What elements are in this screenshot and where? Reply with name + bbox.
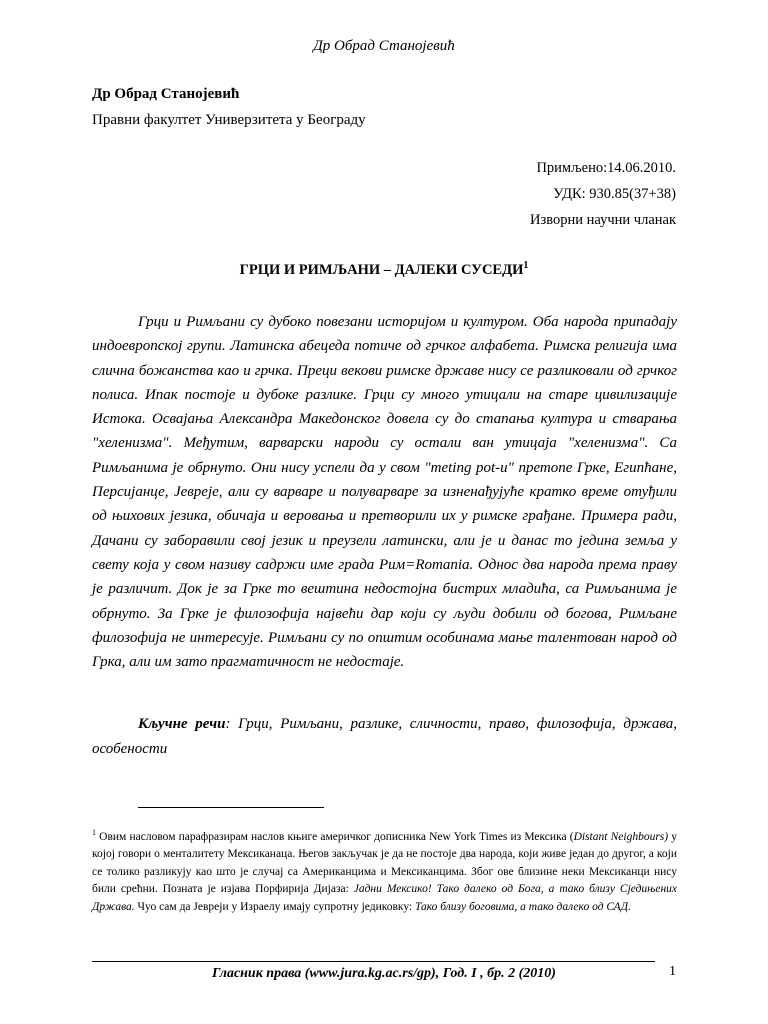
- footnote-text-3: Чуо сам да Јевреји у Израелу имају супротну једиковку:: [134, 900, 415, 913]
- author-affiliation: Правни факултет Универзитета у Београду: [92, 112, 366, 128]
- footnote-mark: 1: [92, 828, 96, 837]
- footnote-text-2: у којој говори о менталитету Мексиканаца. Његов закључак је да не постоје два народа, који живе један до другог, а који се толико разликују као што је случај са Американцима и Мексиканцима. Због ове близине неки Мексиканци нису били срећни. Позната је изјава Порфирија Дијаза:: [92, 830, 678, 896]
- footnote-text-1: Овим насловом парафразирам наслов књиге америчког дописника New York Times из Мексика (: [96, 830, 574, 843]
- footnote-divider: [138, 807, 324, 808]
- author-name: Др Обрад Станојевић: [92, 86, 240, 102]
- footnote-quote-israel: Тако близу боговима, а тако далеко од САД.: [415, 900, 631, 913]
- footnote: [92, 824, 677, 916]
- running-head: Др Обрад Станојевић: [313, 38, 455, 54]
- received-date: Примљено:14.06.2010.: [536, 160, 676, 176]
- keywords-list: : Грци, Римљани, разлике, сличности, право, филозофија, држава, особености: [92, 716, 677, 757]
- footer-divider: [92, 961, 655, 962]
- title-footnote-mark[interactable]: 1: [523, 260, 529, 271]
- journal-footer: Гласник права (www.jura.kg.ac.rs/gp), Год. I , бр. 2 (2010): [212, 966, 556, 981]
- footnote-quote-diaz: Јадни Мексико! Тако далеко од Бога, а тако близу Сједињених Држава.: [92, 883, 678, 913]
- article-title: [0, 260, 768, 279]
- keywords: [92, 712, 677, 762]
- article-type: Изворни научни чланак: [530, 212, 676, 228]
- keywords-label: Кључне речи: [138, 716, 226, 732]
- page-number: 1: [669, 964, 676, 979]
- abstract: Грци и Римљани су дубоко повезани историјом и културом. Оба народа припадају индоевропској групи. Латинска абецеда потиче од грчког алфабета. Римска религија има слична божанства као и грчка. Преци векови римске државе нису се разликовали од грчког полиса. Ипак постоје и дубоке разлике. Грци су много утицали на старе цивилизације Истока. Освајања Александра Македонског довела су до стапања култура и стварања "хеленизма". Међутим, варварски народи су остали ван утицаја "хеленизма". Са Римљанима је обрнуто. Они нису успели да у свом "meting pot-u" претопе Грке, Египћане, Персијанце, Јевреје, али су варваре и полуварваре за изненађујуће кратко време отуђили од њихових језика, обичаја и веровања и претворили их у римске грађане. Примера ради, Дачани су заборавили свој језик и преузели латински, али је и данас то једина земља у свету која у свом називу садржи име града Рим=Romania. Однос два народа према праву је различит. Док је за Грке то вештина недостојна бистрих младића, са Римљанима је обрнуто. За Грке је филозофија највећи дар који су људи добили од богова, Римљане филозофија не интересује. Римљани су по општим особинама мање талентован народ од Грка, али им зато прагматичност не недостаје.: [92, 314, 677, 671]
- footnote-book-title: Distant Neighbours): [573, 830, 669, 843]
- article-title-text: ГРЦИ И РИМЉАНИ – ДАЛЕКИ СУСЕДИ: [239, 261, 524, 278]
- udk-code: УДК: 930.85(37+38): [553, 186, 676, 202]
